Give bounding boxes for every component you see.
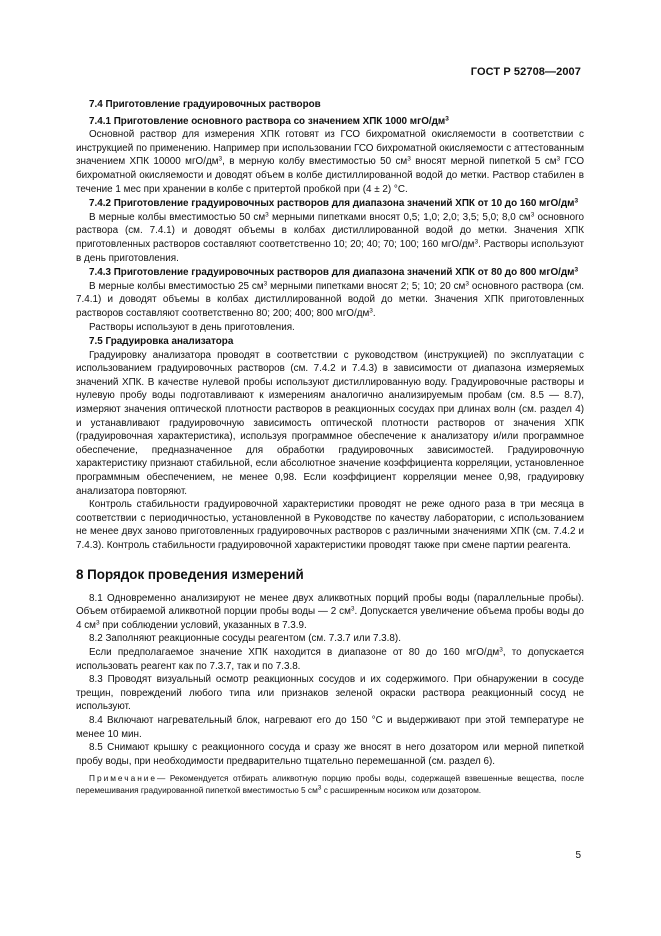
note: Примечание— Рекомендуется отбирать аликвотную порцию пробы воды, содержащей взвешенные вещества, после перемешивания градуированной пипеткой вместимостью 5 $см^3$ с расширенным носиком или дозатором. bbox=[76, 773, 584, 795]
page-number: 5 bbox=[575, 850, 581, 861]
clause-8-2-range: Если предполагаемое значение ХПК находится в диапазоне от 80 до 160 мгО/$дм^3$, то допускается использовать реагент как по 7.3.7, так и по 7.3.8. bbox=[76, 646, 584, 672]
section-7-4-2-title: 7.4.2 Приготовление градуировочных растворов для диапазона значений ХПК от 10 до 160 мгО/$дм^3$ bbox=[89, 197, 579, 210]
section-8-title: 8 Порядок проведения измерений bbox=[76, 566, 304, 582]
section-7-4-3-usage: Растворы используют в день приготовления. bbox=[89, 321, 295, 333]
section-7-4-3-title: 7.4.3 Приготовление градуировочных растворов для диапазона значений ХПК от 80 до 800 мгО/$дм^3$ bbox=[89, 266, 579, 279]
section-7-4-3-text: В мерные колбы вместимостью 25 $см^3$ мерными пипетками вносят 2; 5; 10; 20 $см^3$ основного раствора (см. 7.4.1) и доводят объемы в колбах дистиллированной водой до метки. Значения ХПК приготовленных растворов составляют соответственно 80; 200; 400; 800 мгО/$дм^3$. bbox=[76, 280, 584, 319]
section-7-5-title: 7.5 Градуировка анализатора bbox=[89, 336, 234, 348]
page-content bbox=[76, 98, 584, 796]
section-7-4-title: 7.4 Приготовление градуировочных растворов bbox=[89, 99, 321, 110]
document-header: ГОСТ Р 52708—2007 bbox=[470, 66, 581, 78]
clause-8-3: 8.3 Проводят визуальный осмотр реакционных сосудов и их содержимого. При обнаружении в сосуде трещин, повреждений любого типа или признаков зеленой окраски раствора реакционный сосуд не используют. bbox=[76, 674, 584, 713]
clause-8-2: 8.2 Заполняют реакционные сосуды реагентом (см. 7.3.7 или 7.3.8). bbox=[89, 633, 401, 645]
clause-8-5: 8.5 Снимают крышку с реакционного сосуда и сразу же вносят в него дозатором или мерной пипеткой пробу воды, при необходимости предварительно тщательно перемешанной (см. раздел 6). bbox=[76, 742, 584, 767]
note-label: Примечание bbox=[89, 773, 158, 784]
section-7-4-2-text: В мерные колбы вместимостью 50 $см^3$ мерными пипетками вносят 0,5; 1,0; 2,0; 3,5; 5,0; 8,0 $см^3$ основного раствора (см. 7.4.1) и доводят объемы в колбах дистиллированной водой до метки. Значения ХПК приготовленных растворов составляют соответственно 10; 20; 40; 70; 100; 160 мгО/$дм^3$. Растворы используют в день приготовления. bbox=[76, 211, 584, 264]
section-7-5-para-1: Градуировку анализатора проводят в соответствии с руководством (инструкцией) по эксплуатации с использованием градуировочных растворов (см. 7.4.2 и 7.4.3) в зависимости от диапазона измеряемых значений ХПК. В качестве нулевой пробы используют дистиллированную воду. Градуировочные растворы и нулевую пробу воды подготавливают к измерениям аналогично анализируемым пробам (см. 8.5 — 8.7), измеряют значения оптической плотности растворов в реакционных сосудах при длинах волн (см. раздел 4) и устанавливают градуировочную зависимость оптической плотности растворов от значения ХПК (градуировочная характеристика), используя программное обеспечение к анализатору и/или программное обеспечение, предназначенное для обработки градуировочных зависимостей. Градуировочную характеристику признают стабильной, если абсолютное значение коэффициента корреляции, установленное программным обеспечением, не менее 0,98. Если коэффициент корреляции менее 0,98, градуировку анализатора повторяют. bbox=[76, 349, 584, 497]
section-7-4-1-text: Основной раствор для измерения ХПК готовят из ГСО бихроматной окисляемости в соответствии с инструкцией по применению. Например при использовании ГСО бихроматной окисляемости с аттестованным значением ХПК 10000 мгО/$дм^3$, в мерную колбу вместимостью 50 $см^3$ вносят мерной пипеткой 5 $см^3$ ГСО бихроматной окисляемости и доводят объем в колбе дистиллированной водой до метки. Раствор стабилен в течение 1 мес при хранении в колбе с притертой пробкой при (4 ± 2) °С. bbox=[76, 129, 584, 195]
section-7-5-para-2: Контроль стабильности градуировочной характеристики проводят не реже одного раза в три месяца в соответствии с периодичностью, установленной в Руководстве по качеству лаборатории, с использованием не менее двух заново приготовленных градуировочных растворов с различными значениями ХПК (см. 7.4.2 и 7.4.3). Контроль стабильности градуировочной характеристики проводят также при смене партии реагента. bbox=[76, 499, 584, 551]
clause-8-1: 8.1 Одновременно анализируют не менее двух аликвотных порций пробы воды (параллельные пробы). Объем отбираемой аликвотной порции пробы воды — 2 $см^3$. Допускается увеличение объема пробы воды до 4 $см^3$ при соблюдении условий, указанных в 7.3.9. bbox=[76, 592, 585, 631]
clause-8-4: 8.4 Включают нагревательный блок, нагревают его до 150 °С и выдерживают при этой температуре не менее 10 мин. bbox=[76, 714, 584, 740]
section-7-4-1-title: 7.4.1 Приготовление основного раствора со значением ХПК 1000 мгО/$дм^3$ bbox=[89, 115, 449, 127]
